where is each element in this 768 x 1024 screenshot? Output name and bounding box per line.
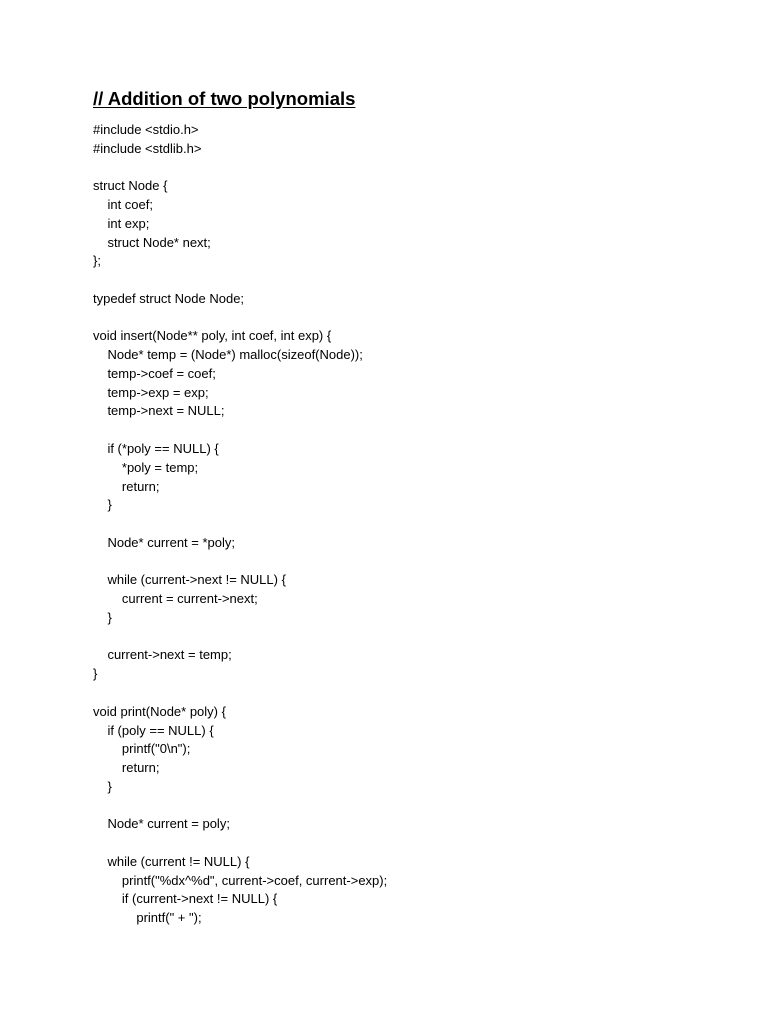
- code-line: }: [93, 666, 98, 682]
- code-line: int exp;: [93, 215, 150, 231]
- code-line: [93, 515, 733, 534]
- code-line: typedef struct Node Node;: [93, 290, 245, 306]
- code-line: printf("%dx^%d", current->coef, current->exp);: [93, 872, 388, 888]
- code-line: int coef;: [93, 197, 153, 213]
- code-line: };: [93, 253, 101, 269]
- code-line: [93, 309, 733, 328]
- code-line: [93, 797, 733, 816]
- code-line: struct Node* next;: [93, 234, 211, 250]
- code-line: [93, 684, 733, 703]
- code-line: temp->coef = coef;: [93, 365, 216, 381]
- code-line: struct Node {: [93, 178, 168, 194]
- code-line: while (current != NULL) {: [93, 853, 250, 869]
- code-line: }: [93, 778, 112, 794]
- code-line: printf("0\n");: [93, 741, 191, 757]
- code-line: if (*poly == NULL) {: [93, 441, 219, 457]
- code-line: temp->exp = exp;: [93, 384, 209, 400]
- code-line: if (poly == NULL) {: [93, 722, 214, 738]
- code-line: current = current->next;: [93, 591, 258, 607]
- code-line: }: [93, 609, 112, 625]
- code-line: temp->next = NULL;: [93, 403, 225, 419]
- code-line: void insert(Node** poly, int coef, int exp) {: [93, 328, 332, 344]
- code-line: *poly = temp;: [93, 459, 199, 475]
- code-line: Node* current = *poly;: [93, 534, 235, 550]
- code-line: Node* temp = (Node*) malloc(sizeof(Node));: [93, 347, 363, 363]
- code-line: if (current->next != NULL) {: [93, 891, 278, 907]
- code-line: }: [93, 497, 112, 513]
- code-line: [93, 628, 733, 647]
- code-line: while (current->next != NULL) {: [93, 572, 286, 588]
- document-title: // Addition of two polynomials: [93, 88, 356, 109]
- code-line: return;: [93, 760, 160, 776]
- code-line: [93, 553, 733, 572]
- code-line: [93, 271, 733, 290]
- code-line: [93, 834, 733, 853]
- code-line: void print(Node* poly) {: [93, 703, 226, 719]
- code-block: [93, 121, 733, 928]
- code-line: #include <stdio.h>: [93, 122, 199, 137]
- code-line: [93, 159, 733, 178]
- code-line: current->next = temp;: [93, 647, 232, 663]
- code-line: #include <stdlib.h>: [93, 140, 202, 156]
- code-line: [93, 421, 733, 440]
- code-line: return;: [93, 478, 160, 494]
- code-line: Node* current = poly;: [93, 816, 230, 832]
- code-line: printf(" + ");: [93, 910, 202, 926]
